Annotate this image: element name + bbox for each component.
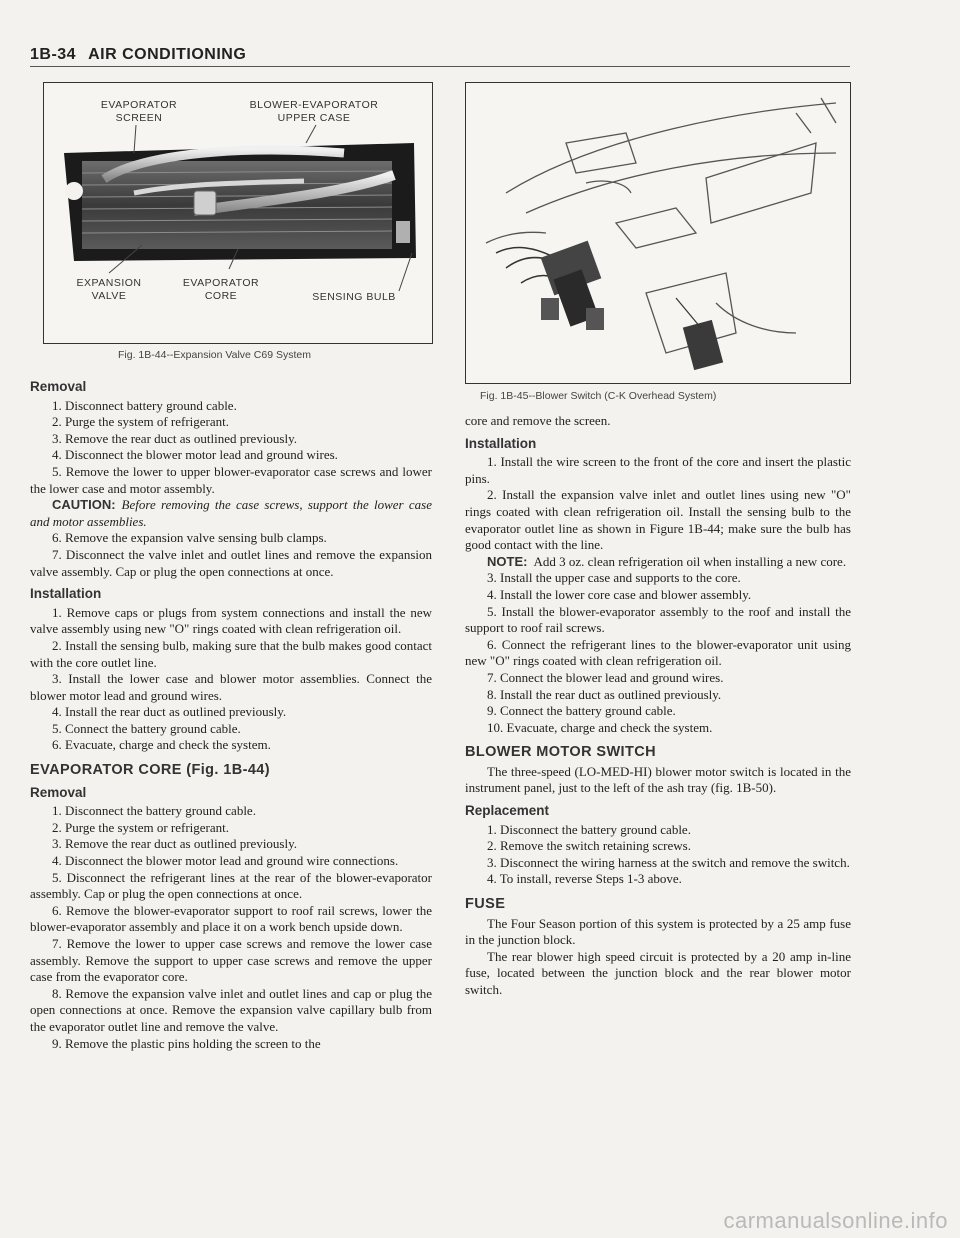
note	[465, 554, 851, 571]
step: 5. Disconnect the refrigerant lines at the rear of the blower-evaporator assembly. Cap or plug the open connections at once.	[30, 869, 432, 902]
caution-note	[30, 497, 432, 530]
note-label: NOTE:	[487, 553, 528, 569]
step: 2. Purge the system of refrigerant.	[52, 414, 230, 430]
step: 6. Connect the refrigerant lines to the blower-evaporator unit using new "O" rings coated with clean refrigeration oil.	[465, 636, 851, 669]
right-column	[465, 413, 851, 999]
section-title: AIR CONDITIONING	[88, 46, 247, 63]
blower-switch-body: The three-speed (LO-MED-HI) blower motor switch is located in the instrument panel, just to the left of the ash tray (fig. 1B-50).	[465, 763, 851, 796]
callout-sensing-bulb: SENSING BULB	[312, 291, 396, 303]
figure-expansion-valve	[43, 82, 433, 344]
step: 1. Disconnect the battery ground cable.	[52, 803, 256, 819]
step: 7. Connect the blower lead and ground wires.	[487, 669, 724, 685]
step: 4. Install the lower core case and blower assembly.	[487, 586, 752, 602]
step: 1. Install the wire screen to the front of the core and insert the plastic pins.	[465, 454, 851, 486]
fuse-paragraph: The Four Season portion of this system is protected by a 25 amp fuse in the junction block.	[465, 915, 851, 948]
step: 7. Disconnect the valve inlet and outlet lines and remove the expansion valve assembly. Cap or plug the open connections at once.	[30, 546, 432, 579]
step: 8. Remove the expansion valve inlet and outlet lines and cap or plug the open connections at once. Remove the expansion valve capillary bulb from the evaporator outlet line and remove the valve.	[30, 985, 432, 1034]
step: 10. Evacuate, charge and check the system.	[487, 719, 713, 735]
step: 3. Install the upper case and supports to the core.	[487, 570, 741, 586]
installation-heading: Installation	[465, 435, 537, 451]
callout-evaporator-screen: EVAPORATOR SCREEN	[100, 99, 178, 124]
step: 3. Remove the rear duct as outlined previously.	[52, 430, 298, 446]
step: 1. Remove caps or plugs from system connections and install the new valve assembly using new "O" rings coated with clean refrigeration oil.	[30, 604, 432, 637]
replacement-heading: Replacement	[465, 803, 550, 819]
step: 4. Install the rear duct as outlined previously.	[52, 704, 287, 720]
note-text: Add 3 oz. clean refrigeration oil when installing a new core.	[533, 553, 847, 569]
figure1-caption: Fig. 1B-44--Expansion Valve C69 System	[118, 349, 311, 361]
step: 2. Install the expansion valve inlet and outlet lines using new "O" rings coated with clean refrigeration oil. Install the sensing bulb to the evaporator outlet line as shown in Figure 1B-44; make sure the bulb has good contact with the line.	[465, 487, 851, 553]
step: 6. Remove the blower-evaporator support to roof rail screws, lower the blower-evaporator assembly and place it on a work bench upside down.	[30, 902, 432, 935]
evaporator-core-heading: EVAPORATOR CORE (Fig. 1B-44)	[30, 762, 270, 779]
step: 1. Disconnect the battery ground cable.	[487, 821, 691, 837]
step: 6. Remove the expansion valve sensing bulb clamps.	[52, 530, 327, 546]
step: 2. Install the sensing bulb, making sure that the bulb makes good contact with the core outlet line.	[30, 637, 432, 670]
step: 2. Purge the system or refrigerant.	[52, 819, 230, 835]
step: 3. Install the lower case and blower motor assemblies. Connect the blower motor lead and ground wires.	[30, 671, 432, 703]
step: 6. Evacuate, charge and check the system.	[52, 737, 271, 753]
installation-heading: Installation	[30, 586, 102, 602]
blower-switch-heading: BLOWER MOTOR SWITCH	[465, 744, 656, 761]
callout-upper-case: BLOWER-EVAPORATOR UPPER CASE	[249, 99, 379, 124]
removal-heading: Removal	[30, 379, 87, 394]
step: 3. Remove the rear duct as outlined previously.	[52, 836, 298, 852]
step: 5. Remove the lower to upper blower-evaporator case screws and lower the lower case and motor assembly.	[30, 463, 432, 496]
fuse-heading: FUSE	[465, 896, 506, 913]
step: 5. Connect the battery ground cable.	[52, 720, 241, 736]
fuse-paragraph: The rear blower high speed circuit is protected by a 20 amp in-line fuse, located between the junction block and the rear blower motor switch.	[465, 948, 851, 997]
watermark: carmanualsonline.info	[723, 1208, 948, 1233]
step: 4. Disconnect the blower motor lead and ground wire connections.	[52, 853, 399, 869]
caution-text: Before removing the case screws, support the lower case and motor assemblies.	[30, 497, 432, 529]
left-column	[30, 373, 432, 1052]
step: 9. Remove the plastic pins holding the screen to the	[52, 1035, 321, 1051]
step: 2. Remove the switch retaining screws.	[487, 838, 691, 854]
step: 3. Disconnect the wiring harness at the switch and remove the switch.	[487, 854, 850, 870]
page-header	[30, 46, 246, 64]
callout-evaporator-core: EVAPORATOR CORE	[182, 277, 260, 302]
step: 1. Disconnect battery ground cable.	[52, 397, 237, 413]
caution-label: CAUTION:	[52, 497, 116, 513]
continuation-text: core and remove the screen.	[465, 413, 611, 428]
step: 7. Remove the lower to upper case screws and remove the lower case assembly. Remove the support to upper case screws and remove the upper case from the evaporator core.	[30, 936, 432, 985]
page-number: 1B-34	[30, 46, 77, 63]
callout-expansion-valve: EXPANSION VALVE	[76, 277, 142, 302]
blower-switch-drawing	[466, 83, 850, 383]
figure2-caption: Fig. 1B-45--Blower Switch (C-K Overhead System)	[480, 390, 717, 402]
core-removal-heading: Removal	[30, 784, 87, 800]
step: 8. Install the rear duct as outlined previously.	[487, 686, 722, 702]
step: 4. To install, reverse Steps 1-3 above.	[487, 871, 682, 887]
figure-blower-switch	[465, 82, 851, 384]
step: 4. Disconnect the blower motor lead and ground wires.	[52, 447, 338, 463]
step: 9. Connect the battery ground cable.	[487, 703, 676, 719]
header-rule	[30, 66, 850, 67]
step: 5. Install the blower-evaporator assembly to the roof and install the support to roof rail screws.	[465, 603, 851, 636]
